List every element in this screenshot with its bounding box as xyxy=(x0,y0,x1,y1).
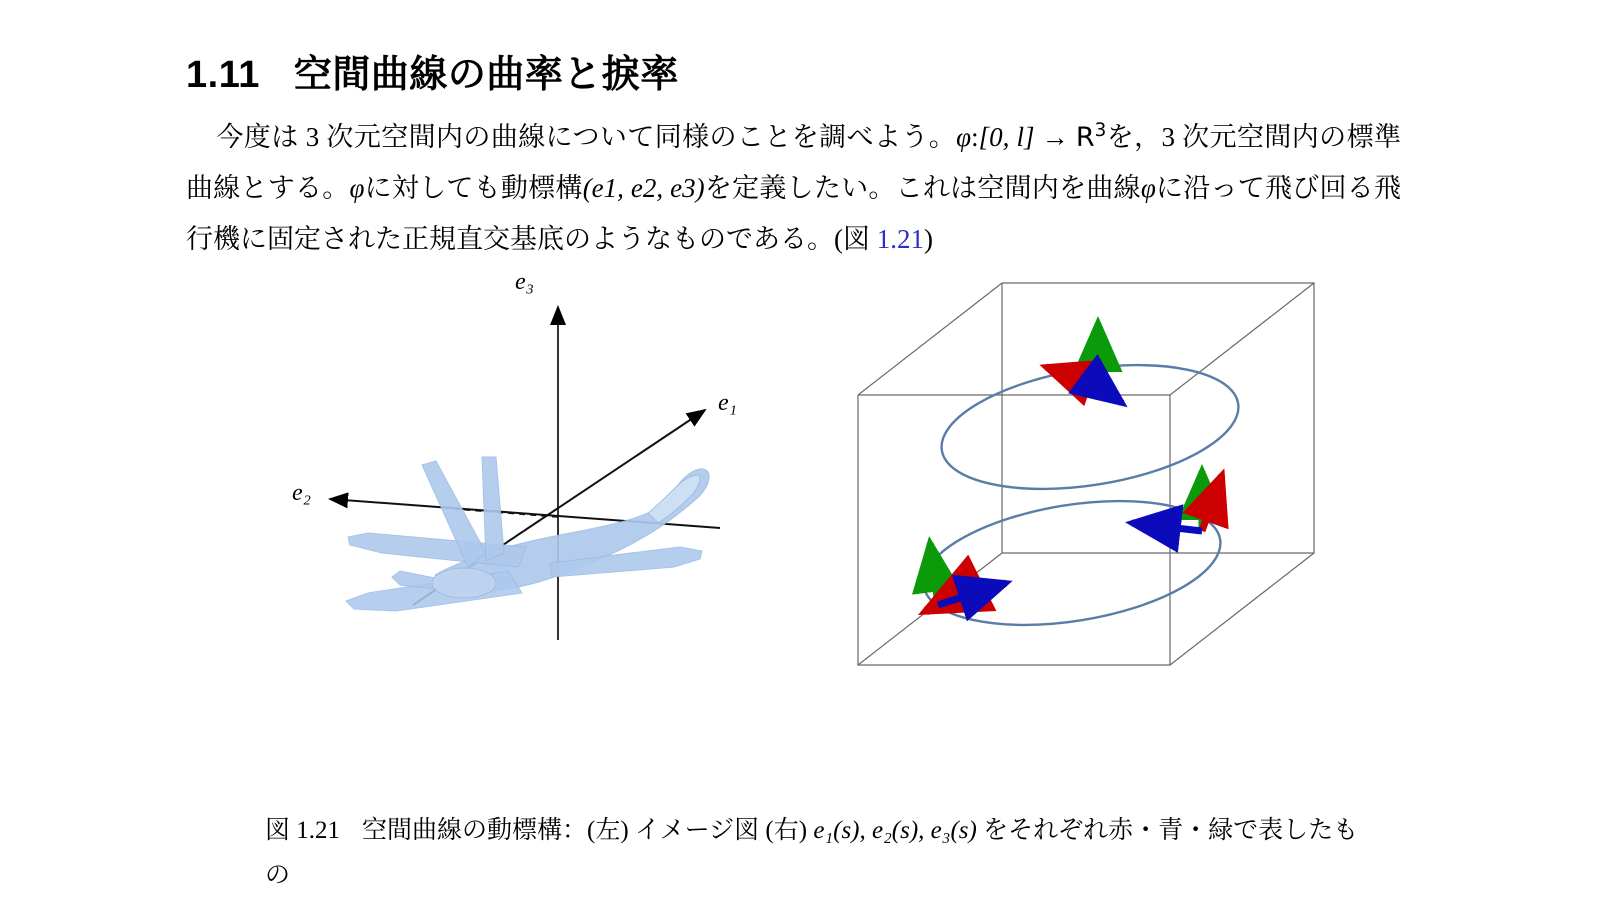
curve-frames-svg xyxy=(830,275,1360,715)
moving-frame-left xyxy=(926,543,1006,611)
phi-symbol: φ xyxy=(956,122,972,152)
body-paragraph xyxy=(186,105,1401,265)
paragraph-line1-a: 今度は 3 次元空間内の曲線について同様のことを調べよう。 xyxy=(216,122,957,152)
arrow-symbol: → xyxy=(1041,122,1069,152)
paragraph-line2-b: に対しても動標構 xyxy=(364,173,583,203)
axis-label-e1: e₁ xyxy=(718,390,737,416)
colon-symbol: : xyxy=(971,122,979,152)
caption-text-a: 空間曲線の動標構：(左) イメージ図 (右) xyxy=(362,817,808,844)
figure-caption xyxy=(265,808,1375,898)
caption-text-c: 緑で表したもの xyxy=(265,817,1359,889)
phi-symbol-3: φ xyxy=(1140,173,1156,203)
moving-frame-top xyxy=(1046,323,1122,403)
caption-text-b: をそれぞれ赤・青・ xyxy=(983,817,1209,844)
figure-left-airplane xyxy=(250,269,830,675)
paragraph-line1-b: を，3 次元空 xyxy=(1106,122,1265,152)
paragraph-line2-a: 間内の標準曲線とする。 xyxy=(186,122,1401,203)
codomain-exponent: 3 xyxy=(1094,120,1107,141)
codomain-symbol: R xyxy=(1075,122,1095,153)
axis-label-e3: e₃ xyxy=(515,269,534,295)
paragraph-line3-b: に沿って飛び回る飛行機に固定された正規直交基底のようなものである。(図 xyxy=(186,173,1402,254)
moving-frame-triple: (e1, e2, e3) xyxy=(582,173,705,203)
axis-label-e2: e₂ xyxy=(292,480,311,506)
airplane-body xyxy=(346,457,709,611)
airplane-diagram-svg xyxy=(250,275,830,675)
paragraph-line2-c: を定義したい。これは空間内を曲 xyxy=(704,173,1114,203)
figure-1-21 xyxy=(0,269,1598,775)
domain-interval: [0, l] xyxy=(978,122,1035,152)
figure-right-curve xyxy=(830,275,1360,715)
paragraph-line3-c: ) xyxy=(924,224,933,254)
section-number: 1.11 xyxy=(186,54,260,97)
curve-lower-loop xyxy=(915,482,1229,644)
section-title-text: 空間曲線の曲率と捩率 xyxy=(293,54,679,97)
page-title xyxy=(186,43,679,98)
paragraph-line3-a: 線 xyxy=(1113,173,1141,203)
figure-reference-link[interactable]: 1.21 xyxy=(876,224,924,254)
phi-symbol-2: φ xyxy=(349,173,365,203)
caption-math: e₁(s), e₂(s), e₃(s) xyxy=(813,817,977,844)
caption-number: 図 1.21 xyxy=(265,817,341,844)
